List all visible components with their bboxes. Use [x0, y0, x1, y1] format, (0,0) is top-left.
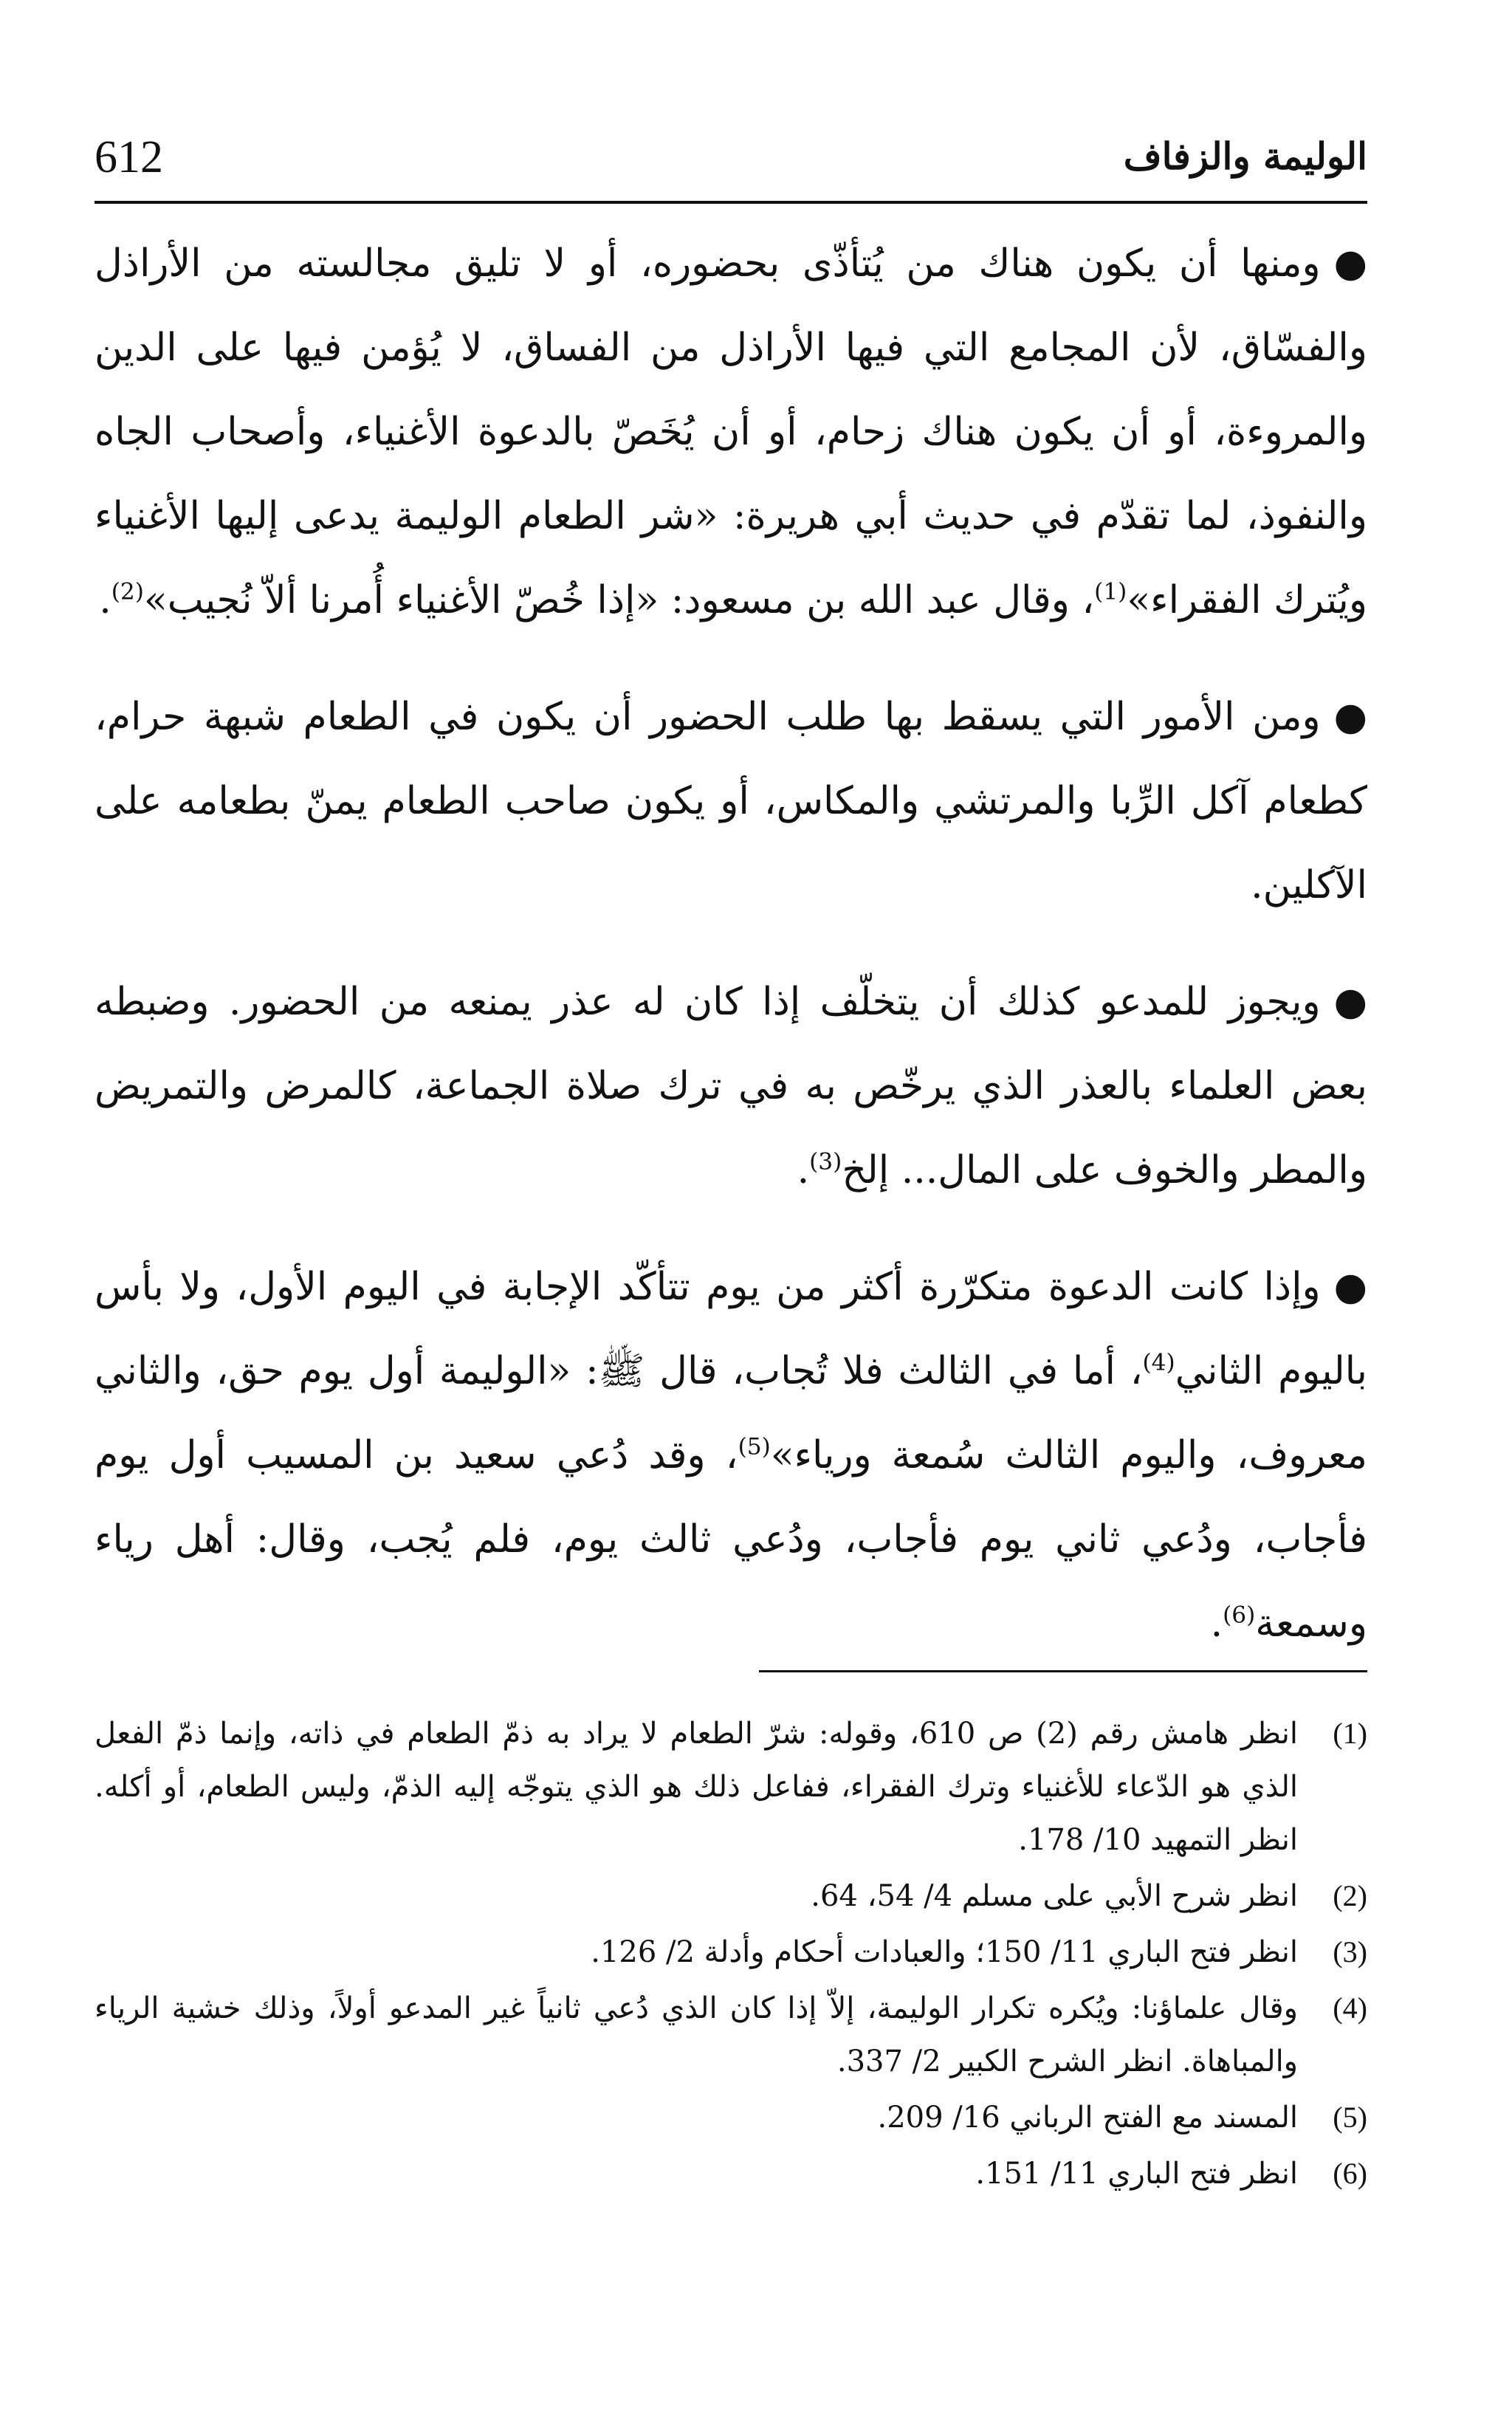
- paragraph-4: [94, 1245, 1367, 1666]
- paragraph-text: ويجوز للمدعو كذلك أن يتخلّف إذا كان له عذر يمنعه من الحضور. وضبطه بعض العلماء بالعذر الذي يرخّص به في ترك صلاة الجماعة، كالمرض والتمريض والمطر والخوف على المال... إلخ: [94, 980, 1368, 1192]
- main-text: [94, 222, 1367, 1698]
- paragraph-text: .: [797, 1148, 810, 1192]
- paragraph-text: ، أما في الثالث فلا تُجاب، قال ﷺ: «الوليمة أول يوم حق، والثاني معروف، واليوم الثالث سُمعة ورياء»: [94, 1349, 1367, 1477]
- bullet-icon: ●: [1333, 980, 1367, 1024]
- bullet-icon: ●: [1333, 695, 1367, 739]
- footnote-1: [94, 1707, 1367, 1867]
- footnote-number: (4): [1333, 1991, 1367, 2025]
- footnote-text: انظر فتح الباري 11/ 151.: [975, 2157, 1298, 2191]
- paragraph-text: ومنها أن يكون هناك من يُتأذّى بحضوره، أو لا تليق مجالسته من الأراذل والفسّاق، لأن المجامع التي فيها الأراذل من الفساق، لا يُؤمن فيها على الدين والمروءة، أو أن يكون هناك زحام، أو أن يُخَصّ بالدعوة الأغنياء، وأصحاب الجاه والنفوذ، لما تقدّم في حديث أبي هريرة: «شر الطعام الوليمة يدعى إليها الأغنياء ويُترك الفقراء»: [94, 241, 1367, 622]
- footnote-ref: (3): [809, 1148, 842, 1175]
- footnote-4: [94, 1982, 1367, 2088]
- footnote-ref: (2): [111, 578, 144, 605]
- running-title: الوليمة والزفاف: [1123, 134, 1367, 178]
- footnote-3: [94, 1926, 1367, 1979]
- footnote-separator: [759, 1670, 1367, 1672]
- bullet-icon: ●: [1333, 241, 1367, 286]
- page-number: 612: [94, 132, 163, 182]
- footnote-6: [94, 2147, 1367, 2200]
- bullet-icon: ●: [1333, 1265, 1367, 1309]
- paragraph-2: [94, 675, 1367, 927]
- footnote-ref: (4): [1142, 1349, 1175, 1376]
- footnote-text: انظر شرح الأبي على مسلم 4/ 54، 64.: [811, 1879, 1298, 1913]
- footnote-number: (5): [1333, 2101, 1367, 2134]
- footnotes: [94, 1707, 1367, 2203]
- footnote-5: [94, 2091, 1367, 2144]
- footnote-ref: (1): [1094, 578, 1127, 605]
- footnote-number: (2): [1333, 1879, 1367, 1912]
- paragraph-3: [94, 960, 1367, 1212]
- page-header: [94, 124, 1367, 204]
- footnote-number: (6): [1333, 2157, 1367, 2190]
- footnote-number: (1): [1333, 1717, 1367, 1750]
- paragraph-text: وإذا كانت الدعوة متكرّرة أكثر من يوم تتأكّد الإجابة في اليوم الأول، ولا بأس باليوم الثاني: [94, 1265, 1367, 1393]
- footnote-ref: (5): [738, 1433, 771, 1460]
- footnote-text: المسند مع الفتح الرباني 16/ 209.: [877, 2101, 1298, 2135]
- footnote-ref: (6): [1223, 1601, 1256, 1629]
- paragraph-1: [94, 222, 1367, 642]
- footnote-text: انظر هامش رقم (2) ص 610، وقوله: شرّ الطعام لا يراد به ذمّ الطعام في ذاته، وإنما ذمّ الفعل الذي هو الدّعاء للأغنياء وترك الفقراء، ففاعل ذلك هو الذي يتوجّه إليه الذمّ، وليس الطعام، أو أكله. انظر التمهيد 10/ 178.: [94, 1717, 1299, 1857]
- paragraph-text: .: [1210, 1601, 1223, 1646]
- paragraph-text: ، وقد دُعي سعيد بن المسيب أول يوم فأجاب، ودُعي ثاني يوم فأجاب، ودُعي ثالث يوم، فلم يُجب، وقال: أهل رياء وسمعة: [94, 1433, 1367, 1646]
- footnote-text: انظر فتح الباري 11/ 150؛ والعبادات أحكام وأدلة 2/ 126.: [591, 1935, 1298, 1969]
- paragraph-text: ومن الأمور التي يسقط بها طلب الحضور أن يكون في الطعام شبهة حرام، كطعام آكل الرِّبا والمرتشي والمكاس، أو يكون صاحب الطعام يمنّ بطعامه على الآكلين.: [94, 695, 1367, 907]
- footnote-2: [94, 1870, 1367, 1923]
- paragraph-text: .: [99, 578, 111, 622]
- footnote-text: وقال علماؤنا: ويُكره تكرار الوليمة، إلاّ إذا كان الذي دُعي ثانياً غير المدعو أولاً، وذلك خشية الرياء والمباهاة. انظر الشرح الكبير 2/ 337.: [94, 1991, 1298, 2078]
- footnote-number: (3): [1333, 1935, 1367, 1968]
- paragraph-text: ، وقال عبد الله بن مسعود: «إذا خُصّ الأغنياء أُمرنا ألاّ نُجيب»: [143, 578, 1095, 622]
